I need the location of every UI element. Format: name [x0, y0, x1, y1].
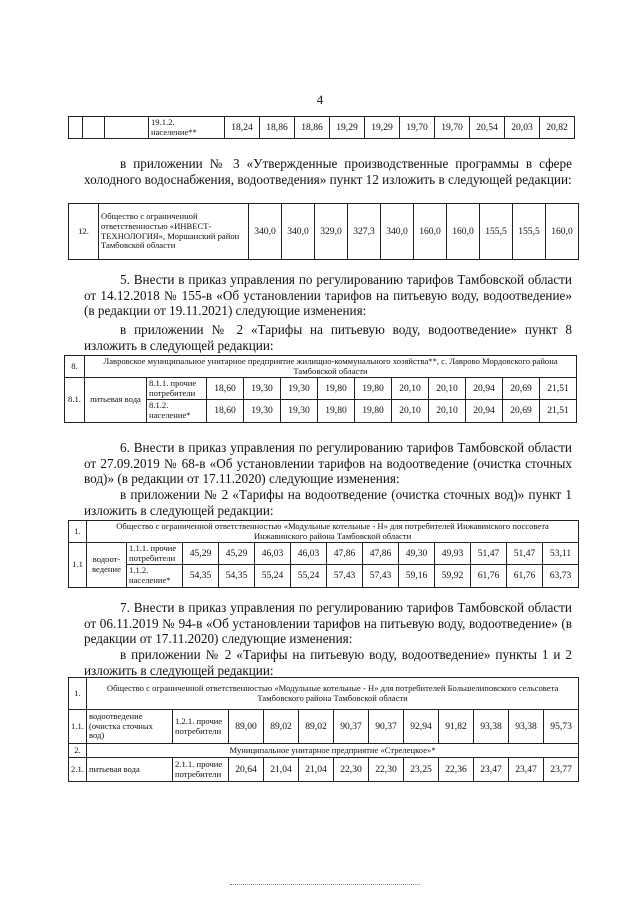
- resource-type: питьевая вода: [87, 758, 173, 782]
- resource-type: питьевая вода: [85, 378, 147, 422]
- paragraph-item-6: [84, 440, 572, 487]
- value-cell: 47,86: [327, 543, 363, 565]
- sub-number: 1.1.: [69, 710, 87, 744]
- table-row: [69, 678, 579, 710]
- value-cell: 20,03: [505, 117, 540, 139]
- value-cell: 19,70: [400, 117, 435, 139]
- value-cell: 18,86: [260, 117, 295, 139]
- table-row: [69, 543, 579, 565]
- table-row: [69, 204, 579, 260]
- table-row: [69, 758, 579, 782]
- table-cell: [83, 117, 105, 139]
- paragraph-text: 6. Внести в приказ управления по регулированию тарифов Тамбовской области от 27.09.2019 № 68-в «Об установлении тарифов на водоотведение (очистка сточных вод)» (в редакции от 17.11.2020) следующие изменения:: [84, 440, 572, 486]
- value-cell: 19,30: [281, 378, 318, 400]
- value-cell: 46,03: [291, 543, 327, 565]
- value-cell: 340,0: [381, 204, 414, 260]
- value-cell: 327,3: [348, 204, 381, 260]
- value-cell: 45,29: [183, 543, 219, 565]
- value-cell: 21,51: [540, 378, 577, 400]
- value-cell: 160,0: [546, 204, 579, 260]
- value-cell: 20,10: [429, 400, 466, 422]
- value-cell: 19,80: [355, 378, 392, 400]
- value-cell: 20,10: [429, 378, 466, 400]
- value-cell: 19,29: [330, 117, 365, 139]
- resource-type: водоотведение (очистка сточных вод): [87, 710, 173, 744]
- row-label: 1.1.1. прочие потребители: [127, 543, 183, 565]
- value-cell: 23,25: [404, 758, 439, 782]
- tariff-table-8: [64, 355, 577, 423]
- row-label: 19.1.2. население**: [149, 117, 225, 139]
- tariff-table-19: [68, 116, 575, 139]
- row-label: 8.1.2. население*: [147, 400, 207, 422]
- value-cell: 19,80: [355, 400, 392, 422]
- value-cell: 57,43: [327, 565, 363, 587]
- value-cell: 45,29: [219, 543, 255, 565]
- value-cell: 89,00: [229, 710, 264, 744]
- value-cell: 20,69: [503, 400, 540, 422]
- row-number: 1.: [69, 678, 87, 710]
- row-label: 1.2.1. прочие потребители: [173, 710, 229, 744]
- value-cell: 49,93: [435, 543, 471, 565]
- value-cell: 21,04: [264, 758, 299, 782]
- value-cell: 61,76: [471, 565, 507, 587]
- tariff-table-1-wastewater: [68, 520, 579, 588]
- value-cell: 18,60: [207, 400, 244, 422]
- table-row: [65, 378, 577, 400]
- table-cell: [69, 117, 83, 139]
- value-cell: 55,24: [291, 565, 327, 587]
- value-cell: 155,5: [513, 204, 546, 260]
- value-cell: 20,82: [540, 117, 575, 139]
- value-cell: 20,94: [466, 400, 503, 422]
- paragraph-text: в приложении № 2 «Тарифы на водоотведение (очистка сточных вод)» пункт 1 изложить в следующей редакции:: [84, 487, 572, 518]
- value-cell: 23,47: [474, 758, 509, 782]
- paragraph-text: в приложении № 3 «Утвержденные производственные программы в сфере холодного водоснабжения, водоотведения» пункт 12 изложить в следующей редакции:: [84, 156, 572, 187]
- paragraph-text: 7. Внести в приказ управления по регулированию тарифов Тамбовской области от 06.11.2019 № 94-в «Об установлении тарифов на питьевую воду, водоотведение» (в редакции от 17.11.2020) следующие изменения:: [84, 600, 572, 646]
- value-cell: 54,35: [183, 565, 219, 587]
- paragraph-item-5-detail: [84, 322, 572, 353]
- organization-header: Муниципальное унитарное предприятие «Стрелецкое»*: [87, 744, 579, 758]
- value-cell: 19,70: [435, 117, 470, 139]
- value-cell: 57,43: [363, 565, 399, 587]
- paragraph-program-amendment: [84, 156, 572, 187]
- value-cell: 47,86: [363, 543, 399, 565]
- value-cell: 20,69: [503, 378, 540, 400]
- tariff-table-1-2: [68, 677, 579, 782]
- value-cell: 63,73: [543, 565, 579, 587]
- value-cell: 92,94: [404, 710, 439, 744]
- value-cell: 20,94: [466, 378, 503, 400]
- paragraph-text: в приложении № 2 «Тарифы на питьевую воду, водоотведение» пункты 1 и 2 изложить в следующей редакции:: [84, 647, 572, 678]
- production-program-table: [68, 203, 579, 260]
- value-cell: 90,37: [369, 710, 404, 744]
- value-cell: 19,30: [244, 378, 281, 400]
- row-label: 8.1.1. прочие потребители: [147, 378, 207, 400]
- value-cell: 20,10: [392, 400, 429, 422]
- value-cell: 23,77: [544, 758, 579, 782]
- value-cell: 55,24: [255, 565, 291, 587]
- table-row: [69, 565, 579, 587]
- value-cell: 19,80: [318, 378, 355, 400]
- value-cell: 18,86: [295, 117, 330, 139]
- sub-number: 2.1.: [69, 758, 87, 782]
- row-label: 2.1.1. прочие потребители: [173, 758, 229, 782]
- value-cell: 59,16: [399, 565, 435, 587]
- value-cell: 160,0: [447, 204, 480, 260]
- value-cell: 53,11: [543, 543, 579, 565]
- footer-divider: [230, 884, 420, 887]
- value-cell: 90,37: [334, 710, 369, 744]
- row-number: 2.: [69, 744, 87, 758]
- organization-header: Общество с ограниченной ответственностью «Модульные котельные - Н» для потребителей Инжавинского поссовета Инжавинского района Тамбовской области: [87, 521, 579, 543]
- value-cell: 51,47: [507, 543, 543, 565]
- table-row: [65, 356, 577, 378]
- paragraph-text: 5. Внести в приказ управления по регулированию тарифов Тамбовской области от 14.12.2018 № 155-в «Об установлении тарифов на питьевую воду, водоотведение» (в редакции от 19.11.2021) следующие изменения:: [84, 272, 572, 318]
- value-cell: 22,30: [369, 758, 404, 782]
- value-cell: 19,80: [318, 400, 355, 422]
- table-row: [69, 117, 575, 139]
- organization-name: Общество с ограниченной ответственностью «ИНВЕСТ-ТЕХНОЛОГИЯ», Моршанский район Тамбовской области: [99, 204, 249, 260]
- value-cell: 20,10: [392, 378, 429, 400]
- table-row: [69, 521, 579, 543]
- value-cell: 51,47: [471, 543, 507, 565]
- value-cell: 18,24: [225, 117, 260, 139]
- paragraph-item-6-detail: [84, 487, 572, 518]
- value-cell: 91,82: [439, 710, 474, 744]
- value-cell: 23,47: [509, 758, 544, 782]
- value-cell: 20,64: [229, 758, 264, 782]
- value-cell: 21,51: [540, 400, 577, 422]
- row-number: 12.: [69, 204, 99, 260]
- value-cell: 340,0: [282, 204, 315, 260]
- table-row: [69, 710, 579, 744]
- resource-type: водоот-ведение: [87, 543, 127, 587]
- value-cell: 19,29: [365, 117, 400, 139]
- value-cell: 49,30: [399, 543, 435, 565]
- paragraph-text: в приложении № 2 «Тарифы на питьевую воду, водоотведение» пункт 8 изложить в следующей редакции:: [84, 322, 572, 353]
- value-cell: 89,02: [299, 710, 334, 744]
- value-cell: 155,5: [480, 204, 513, 260]
- paragraph-item-7: [84, 600, 572, 647]
- value-cell: 340,0: [249, 204, 282, 260]
- organization-header: Общество с ограниченной ответственностью «Модульные котельные - Н» для потребителей Большелиповского сельсовета Тамбовского района Тамбовской области: [87, 678, 579, 710]
- value-cell: 160,0: [414, 204, 447, 260]
- value-cell: 19,30: [244, 400, 281, 422]
- page-number: 4: [316, 92, 324, 107]
- row-number: 8.: [65, 356, 85, 378]
- value-cell: 54,35: [219, 565, 255, 587]
- value-cell: 20,54: [470, 117, 505, 139]
- sub-number: 1.1: [69, 543, 87, 587]
- value-cell: 61,76: [507, 565, 543, 587]
- table-cell: [105, 117, 149, 139]
- paragraph-item-7-detail: [84, 647, 572, 678]
- sub-number: 8.1.: [65, 378, 85, 422]
- value-cell: 95,73: [544, 710, 579, 744]
- value-cell: 21,04: [299, 758, 334, 782]
- value-cell: 19,30: [281, 400, 318, 422]
- value-cell: 93,38: [474, 710, 509, 744]
- value-cell: 46,03: [255, 543, 291, 565]
- paragraph-item-5: [84, 272, 572, 319]
- row-label: 1.1.2. население*: [127, 565, 183, 587]
- value-cell: 22,30: [334, 758, 369, 782]
- value-cell: 18,60: [207, 378, 244, 400]
- value-cell: 59,92: [435, 565, 471, 587]
- table-row: [69, 744, 579, 758]
- value-cell: 22,36: [439, 758, 474, 782]
- row-number: 1.: [69, 521, 87, 543]
- organization-header: Лавровское муниципальное унитарное предприятие жилищно-коммунального хозяйства**, с. Лаврово Мордовского района Тамбовской области: [85, 356, 577, 378]
- value-cell: 89,02: [264, 710, 299, 744]
- value-cell: 329,0: [315, 204, 348, 260]
- value-cell: 93,38: [509, 710, 544, 744]
